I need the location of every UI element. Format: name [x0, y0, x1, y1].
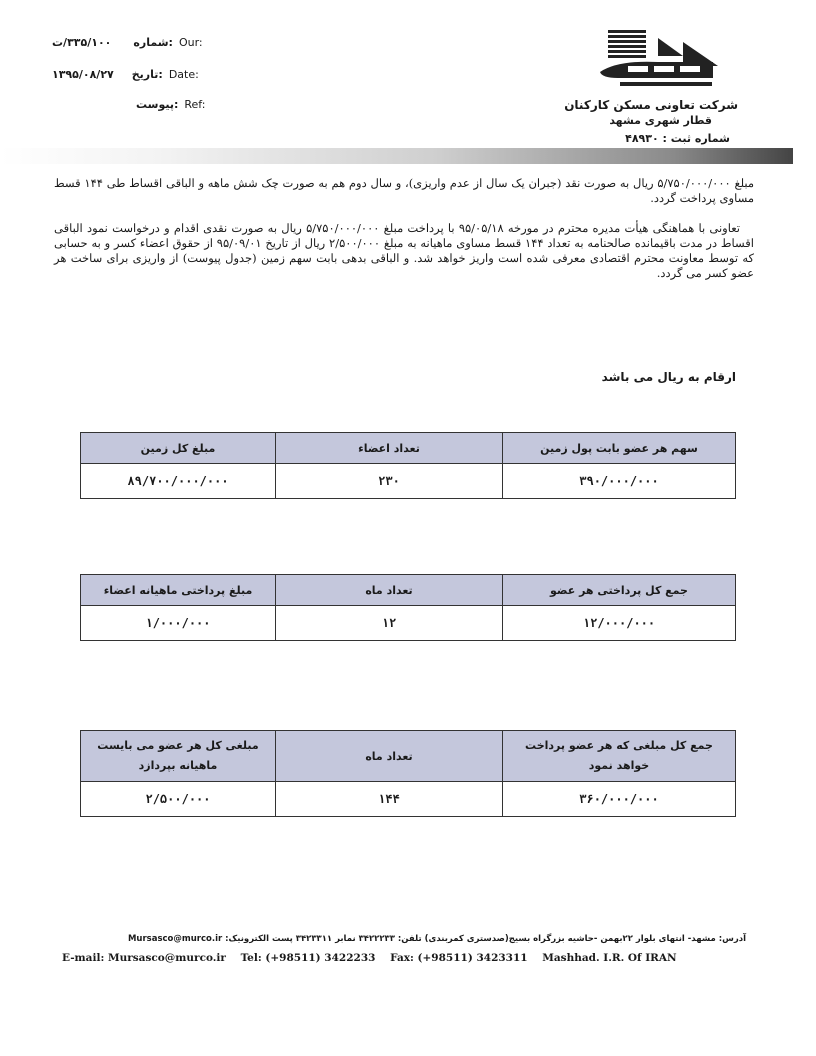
- table2-cell-monthly: ۱/۰۰۰/۰۰۰: [81, 606, 276, 641]
- date-label-fa: تاریخ:: [131, 68, 163, 81]
- ref-label-fa: پیوست:: [136, 98, 179, 111]
- table-header-row: [81, 731, 736, 782]
- table3-header-months: تعداد ماه: [276, 731, 503, 782]
- table2-header-monthly: مبلغ پرداختی ماهیانه اعضاء: [81, 575, 276, 606]
- table3-cell-months: ۱۴۴: [276, 782, 503, 817]
- date-row: [52, 68, 199, 81]
- land-share-table: [80, 432, 736, 499]
- table1-header-share: سهم هر عضو بابت پول زمین: [503, 433, 736, 464]
- number-value: ۳۳۵/۱۰۰/ت: [52, 36, 112, 49]
- letter-body: [54, 176, 754, 296]
- ref-row: [136, 98, 206, 111]
- table2-cell-total: ۱۲/۰۰۰/۰۰۰: [503, 606, 736, 641]
- logo-graphic: [598, 26, 738, 96]
- registration-number: شماره ثبت : ۴۸۹۳۰: [625, 132, 730, 145]
- footer-address-fa: آدرس: مشهد- انتهای بلوار ۲۲بهمن -حاشیه بزرگراه بسیج(صدستری کمربندی) تلفن: ۳۴۲۲۲۳۳ نمابر ۳۴۲۳۳۱۱ پست الکترونیک: Mursasco@murco.ir: [127, 934, 746, 944]
- table1-cell-total: ۸۹/۷۰۰/۰۰۰/۰۰۰: [81, 464, 276, 499]
- table2-cell-months: ۱۲: [276, 606, 503, 641]
- date-label-en: Date:: [168, 68, 199, 81]
- header-divider-bar: [0, 148, 793, 164]
- table-row: [81, 782, 736, 817]
- company-logo: [598, 26, 738, 96]
- table-row: [81, 464, 736, 499]
- table-row: [81, 606, 736, 641]
- table3-cell-monthly: ۲/۵۰۰/۰۰۰: [81, 782, 276, 817]
- number-label-fa: شماره:: [133, 36, 173, 49]
- table3-header-total: جمع کل مبلغی که هر عضو پرداخت خواهد نمود: [503, 731, 736, 782]
- table1-header-members: تعداد اعضاء: [276, 433, 503, 464]
- date-value: ۱۳۹۵/۰۸/۲۷: [52, 68, 114, 81]
- footer-contact-en: E-mail: Mursasco@murco.ir Tel: (+98511) 3422233 Fax: (+98511) 3423311 Mashhad. I.R. Of IRAN: [62, 952, 677, 964]
- table1-cell-members: ۲۳۰: [276, 464, 503, 499]
- ref-label-en: Ref:: [184, 98, 206, 111]
- currency-note: ارقام به ریال می باشد: [601, 370, 736, 384]
- company-name: شرکت تعاونی مسکن کارکنان: [564, 98, 738, 112]
- company-subtitle: قطار شهری مشهد: [609, 114, 712, 127]
- table1-cell-share: ۳۹۰/۰۰۰/۰۰۰: [503, 464, 736, 499]
- paragraph-2: تعاونی با هماهنگی هیأت مدیره محترم در مورخه ۹۵/۰۵/۱۸ با پرداخت مبلغ ۵/۷۵۰/۰۰۰/۰۰۰ ریال به صورت نقدی اقدام و درخواست نمود الباقی اقساط در مدت باقیمانده صالحنامه به تعداد ۱۴۴ قسط مساوی ماهیانه به مبلغ ۲/۵۰۰/۰۰۰ ریال از تاریخ ۹۵/۰۹/۰۱ از حقوق اعضاء کسر و به حسابی که توسط معاونت محترم اقتصادی معرفی شده است واریز خواهد شد. و الباقی بدهی بابت سهم زمین (جدول پیوست) از واریزی برای ساخت هر عضو کسر می گردد.: [54, 221, 755, 280]
- table3-header-monthly: مبلغی کل هر عضو می بایست ماهیانه بپردازد: [81, 731, 276, 782]
- table-header-row: [81, 433, 736, 464]
- table1-header-total: مبلغ کل زمین: [81, 433, 276, 464]
- table3-cell-total: ۳۶۰/۰۰۰/۰۰۰: [503, 782, 736, 817]
- table2-header-months: تعداد ماه: [276, 575, 503, 606]
- paragraph-1: مبلغ ۵/۷۵۰/۰۰۰/۰۰۰ ریال به صورت نقد (جبران یک سال از عدم واریزی)، و سال دوم هم به صورت چک شش ماهه و الباقی اقساط طی ۱۴۴ قسط مساوی پرداخت گردد.: [54, 176, 755, 205]
- table-header-row: [81, 575, 736, 606]
- monthly-payment-table: [80, 574, 736, 641]
- number-label-en: Our:: [178, 36, 203, 49]
- installment-table: [80, 730, 736, 817]
- table2-header-total: جمع کل پرداختی هر عضو: [503, 575, 736, 606]
- number-row: [52, 36, 203, 49]
